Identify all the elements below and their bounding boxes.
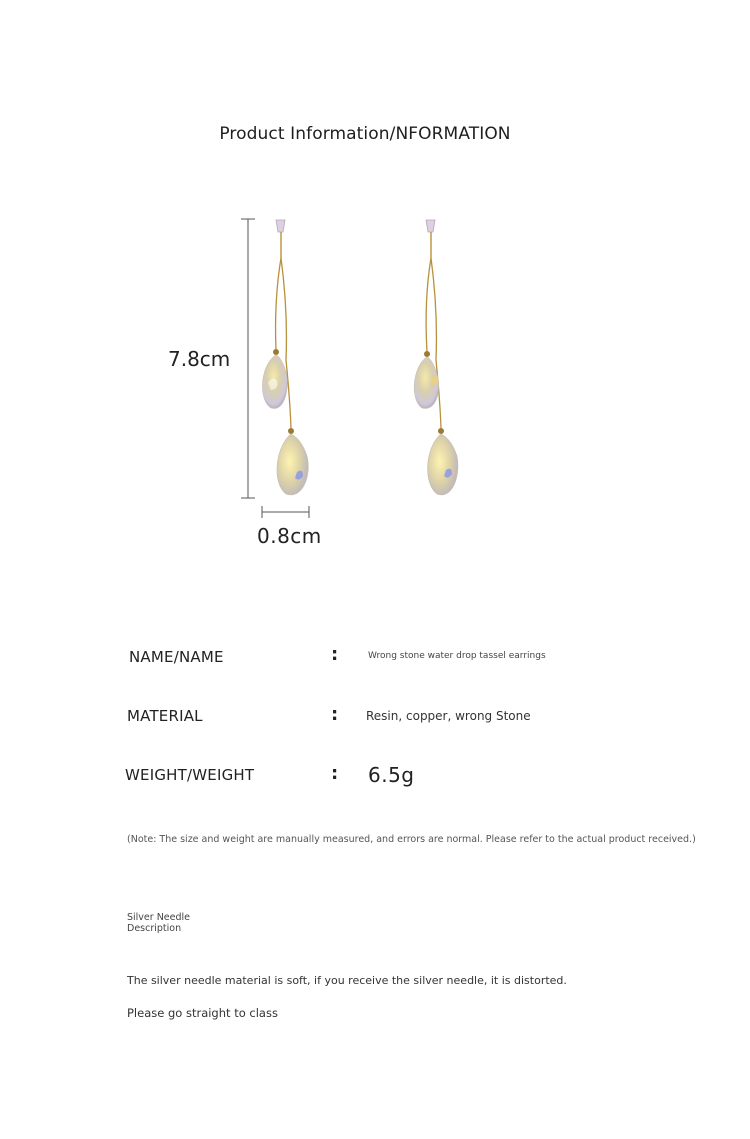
- spec-label-material: MATERIAL: [127, 707, 203, 725]
- description-text: The silver needle material is soft, if you receive the silver needle, it is distorted.: [127, 974, 567, 987]
- earring-right: [414, 220, 458, 495]
- description-heading-line1: Silver Needle: [127, 912, 191, 923]
- measurement-note: (Note: The size and weight are manually measured, and errors are normal. Please refer to the actual product received.): [127, 834, 696, 845]
- page-title: Product Information/NFORMATION: [219, 124, 511, 144]
- width-dimension: 0.8cm: [257, 524, 322, 548]
- description-text-2: Please go straight to class: [127, 1006, 278, 1020]
- spec-value-material: Resin, copper, wrong Stone: [366, 709, 531, 723]
- earring-left: [262, 220, 308, 495]
- spec-colon: :: [331, 763, 339, 784]
- length-dimension: 7.8cm: [168, 347, 231, 371]
- spec-value-weight: 6.5g: [368, 763, 415, 787]
- spec-value-name: Wrong stone water drop tassel earrings: [368, 651, 546, 661]
- spec-colon: :: [331, 644, 339, 665]
- spec-colon: :: [331, 704, 339, 725]
- description-heading: [127, 912, 207, 934]
- spec-label-name: NAME/NAME: [129, 648, 224, 666]
- description-heading-line2: Description: [127, 923, 182, 934]
- spec-label-weight: WEIGHT/WEIGHT: [125, 766, 255, 784]
- height-dimension-rule: [241, 219, 255, 498]
- width-dimension-rule: [262, 506, 309, 518]
